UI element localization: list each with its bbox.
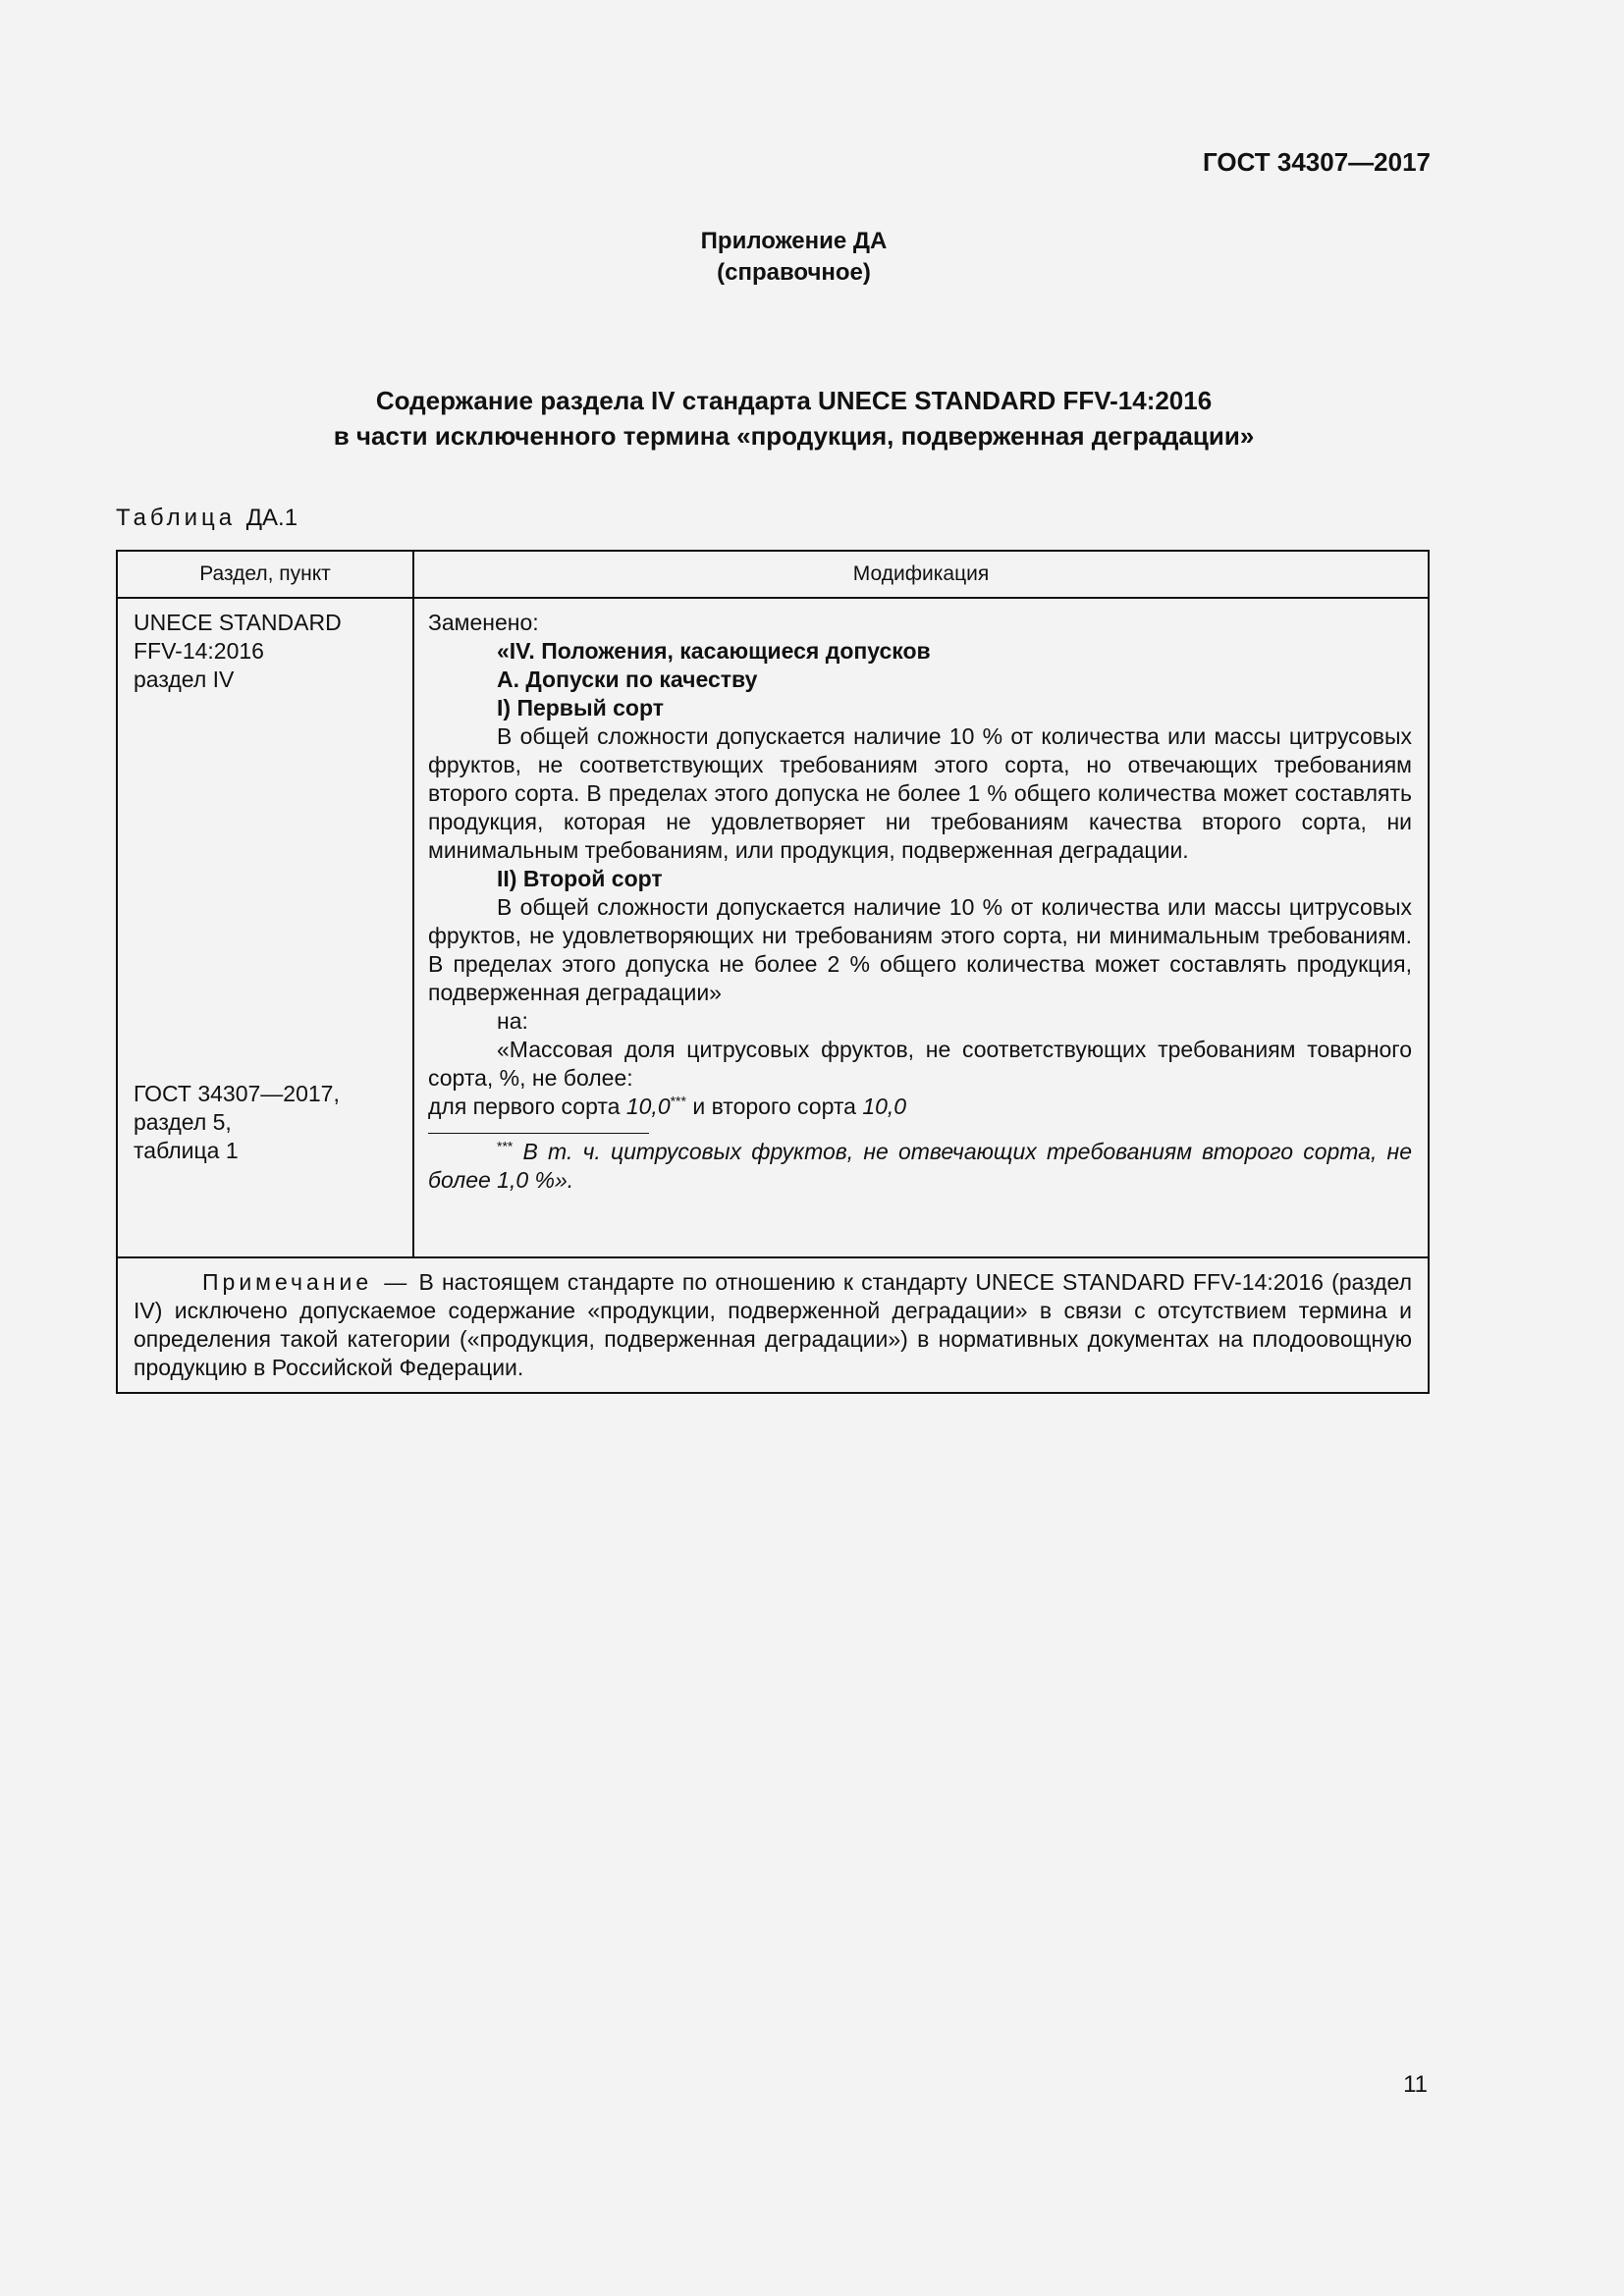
footnote-divider [428, 1133, 649, 1134]
heading-first-grade: I) Первый сорт [497, 695, 664, 721]
heading-second-grade: II) Второй сорт [497, 866, 663, 891]
appendix-heading [0, 226, 1588, 289]
header-modification: Модификация [413, 551, 1429, 598]
appendix-subtitle: (справочное) [717, 259, 871, 286]
note-cell [117, 1257, 1429, 1393]
paragraph-mass-fraction: «Массовая доля цитрусовых фруктов, не соответствующих требованиям товарного сорта, %, не более: [428, 1037, 1412, 1091]
header-section: Раздел, пункт [117, 551, 413, 598]
section-title-line-2: в части исключенного термина «продукция, подверженная деградации» [333, 421, 1255, 451]
grade-first-value: 10,0 [625, 1094, 671, 1119]
appendix-title: Приложение ДА [700, 228, 888, 254]
section-title-line-1: Содержание раздела IV стандарта UNECE STANDARD FFV-14:2016 [375, 386, 1213, 415]
footnote-ref: *** [670, 1093, 686, 1109]
note-lead: Примечание — [202, 1269, 411, 1295]
table-header-row [117, 551, 1429, 598]
paragraph-first-grade: В общей сложности допускается наличие 10 % от количества или массы цитрусовых фруктов, не соответствующих требованиям этого сорта, но отвечающих требованиям второго сорта. В пределах этого допуска не более 1 % общего количества может составлять продукция, которая не удовлетворяет ни требованиям качества второго сорта, ни минимальным требованиям, или продукция, подверженная деградации. [428, 723, 1412, 863]
heading-quality-tolerances: А. Допуски по качеству [497, 667, 758, 692]
section-ref-unece: UNECE STANDARD FFV-14:2016 раздел IV [134, 610, 342, 692]
footnote [428, 1138, 1412, 1195]
section-ref-gost: ГОСТ 34307—2017, раздел 5, таблица 1 [134, 1081, 340, 1163]
heading-tolerances: «IV. Положения, касающиеся допусков [497, 638, 931, 664]
grade-first-label: для первого сорта [428, 1094, 621, 1119]
footnote-text: В т. ч. цитрусовых фруктов, не отвечающих требованиям второго сорта, не более 1,0 %». [428, 1139, 1412, 1193]
on-label: на: [497, 1008, 528, 1034]
table-row [117, 598, 1429, 1257]
grade-second-value: 10,0 [862, 1094, 907, 1119]
grade-second-label: и второго сорта [692, 1094, 856, 1119]
paragraph-second-grade: В общей сложности допускается наличие 10 % от количества или массы цитрусовых фруктов, не удовлетворяющих ни требованиям этого сорта, ни минимальным требованиям. В пределах этого допуска не более 2 % общего количества может составлять продукция, подверженная деградации» [428, 894, 1412, 1005]
section-cell [117, 598, 413, 1257]
section-title [0, 383, 1588, 454]
modification-table [116, 550, 1430, 1394]
note-text: В настоящем стандарте по отношению к стандарту UNECE STANDARD FFV-14:2016 (раздел IV) исключено допускаемое содержание «продукции, подверженной деградации» в связи с отсутствием термина и определения такой категории («продукция, подверженная деградации») в нормативных документах на плодоовощную продукцию в Российской Федерации. [134, 1269, 1412, 1380]
table-label-word: Таблица [116, 505, 237, 531]
footnote-mark: *** [497, 1138, 514, 1154]
grade-values-line [428, 1093, 1412, 1121]
modification-cell [413, 598, 1429, 1257]
table-label [116, 505, 298, 532]
table-label-number: ДА.1 [245, 505, 298, 531]
note-row [117, 1257, 1429, 1393]
replaced-label: Заменено: [428, 610, 539, 635]
page-number: 11 [1403, 2071, 1428, 2098]
document-code: ГОСТ 34307—2017 [1203, 147, 1431, 177]
